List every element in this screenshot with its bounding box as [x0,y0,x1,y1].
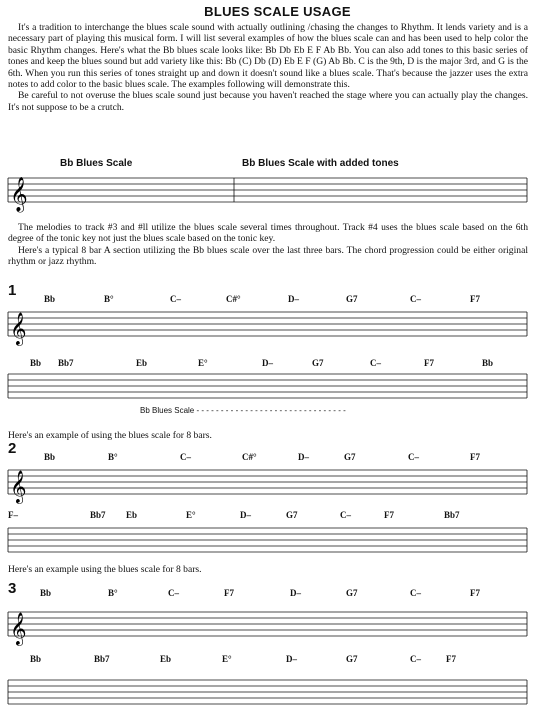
chord: B° [108,452,118,462]
chord: F7 [224,588,234,598]
chord: E° [222,654,232,664]
scale-label-added: Bb Blues Scale with added tones [242,158,399,169]
chord: C#° [242,452,257,462]
example-number-3: 3 [8,580,17,597]
chord: Bb [44,294,56,304]
chord: B° [108,588,118,598]
chord: Bb7 [58,358,74,368]
chord: F7 [446,654,456,664]
chord: G7 [346,588,358,598]
page-title: BLUES SCALE USAGE [204,4,351,19]
chord: D– [288,294,299,304]
example-intro-2: Here's an example of using the blues scale for 8 bars. [8,430,212,441]
example-number-1: 1 [8,282,17,299]
intro-text [8,22,528,113]
chord: C– [410,654,421,664]
chord: F7 [384,510,394,520]
mid-text [8,222,528,268]
chord: C– [170,294,181,304]
chord: C#° [226,294,241,304]
chord: E° [198,358,208,368]
ex2-staff-2 [0,520,555,560]
chord: Bb7 [94,654,110,664]
chord: Bb7 [444,510,460,520]
intro-paragraph-2: Be careful to not overuse the blues scale sound just because you haven't reached the stage where you can actually play the changes. It's not suppose to be a crutch. [8,90,528,113]
chord: Bb [482,358,494,368]
chord: F– [8,510,18,520]
chord: D– [262,358,273,368]
chord: D– [290,588,301,598]
mid-paragraph-2: Here's a typical 8 bar A section utilizing the Bb blues scale over the last three bars. The chord progression could be either original rhythm or jazz rhythm. [8,244,528,268]
chord: C– [180,452,191,462]
scale-staff [0,168,555,218]
chord: Bb [30,358,42,368]
chord: C– [408,452,419,462]
blues-scale-annotation: Bb Blues Scale - - - - - - - - - - - - - - - - - - - - - - - - - - - - - - - [140,406,346,415]
intro-paragraph-1: It's a tradition to interchange the blues scale sound with actually outlining /chasing the changes to Rhythm. It lends variety and is a necessary part of playing this musical form. I will list several examples of how the blues scale can and has been used to help color the basic Rhythm changes. Here's what the Bb blues scale looks like: Bb Db Eb E F Ab Bb. You can also add tones to this basic series of tones and keep the blues sound but add variety like this: Bb (C) Db (D) Eb E F (G) Ab Bb. C is the 9th, D is the major 3rd, and G is the 6th. When you run this series of tones straight up and down it doesn't sound like a blues scale. That's because the jazzer uses the extra notes to add color to the basic blues scale. The examples following will demonstrate this. [8,22,528,91]
chord: C– [410,588,421,598]
chord: Eb [126,510,138,520]
ex3-staff-1 [0,604,555,648]
chord: F7 [470,588,480,598]
chord: D– [240,510,251,520]
scale-label-basic: Bb Blues Scale [60,158,133,169]
chord: B° [104,294,114,304]
ex1-staff-2 [0,368,555,406]
treble-clef-icon: 𝄞 [10,470,27,503]
chord: F7 [470,452,480,462]
ex3-staff-2 [0,670,555,710]
example-intro-3: Here's an example using the blues scale for 8 bars. [8,564,202,575]
chord: C– [370,358,381,368]
chord: G7 [286,510,298,520]
example-number-2: 2 [8,440,17,457]
mid-paragraph-1: The melodies to track #3 and #ll utilize the blues scale several times throughout. Track #4 uses the blues scale based on the 6th degree of the tonic key not just the blues scale based on the tonic key. [8,222,528,245]
chord: Bb [40,588,52,598]
chord: G7 [346,654,358,664]
treble-clef-icon: 𝄞 [10,177,28,212]
chord: E° [186,510,196,520]
chord: Eb [136,358,148,368]
chord: Bb [30,654,42,664]
chord: D– [298,452,309,462]
chord: C– [340,510,351,520]
ex1-staff-1 [0,304,555,348]
chord: D– [286,654,297,664]
treble-clef-icon: 𝄞 [10,312,27,345]
chord: F7 [470,294,480,304]
chord: C– [410,294,421,304]
chord: Bb [44,452,56,462]
chord: G7 [312,358,324,368]
chord: Eb [160,654,172,664]
ex2-staff-1 [0,462,555,506]
chord: F7 [424,358,434,368]
chord: G7 [344,452,356,462]
chord: G7 [346,294,358,304]
treble-clef-icon: 𝄞 [10,612,27,645]
chord: Bb7 [90,510,106,520]
chord: C– [168,588,179,598]
